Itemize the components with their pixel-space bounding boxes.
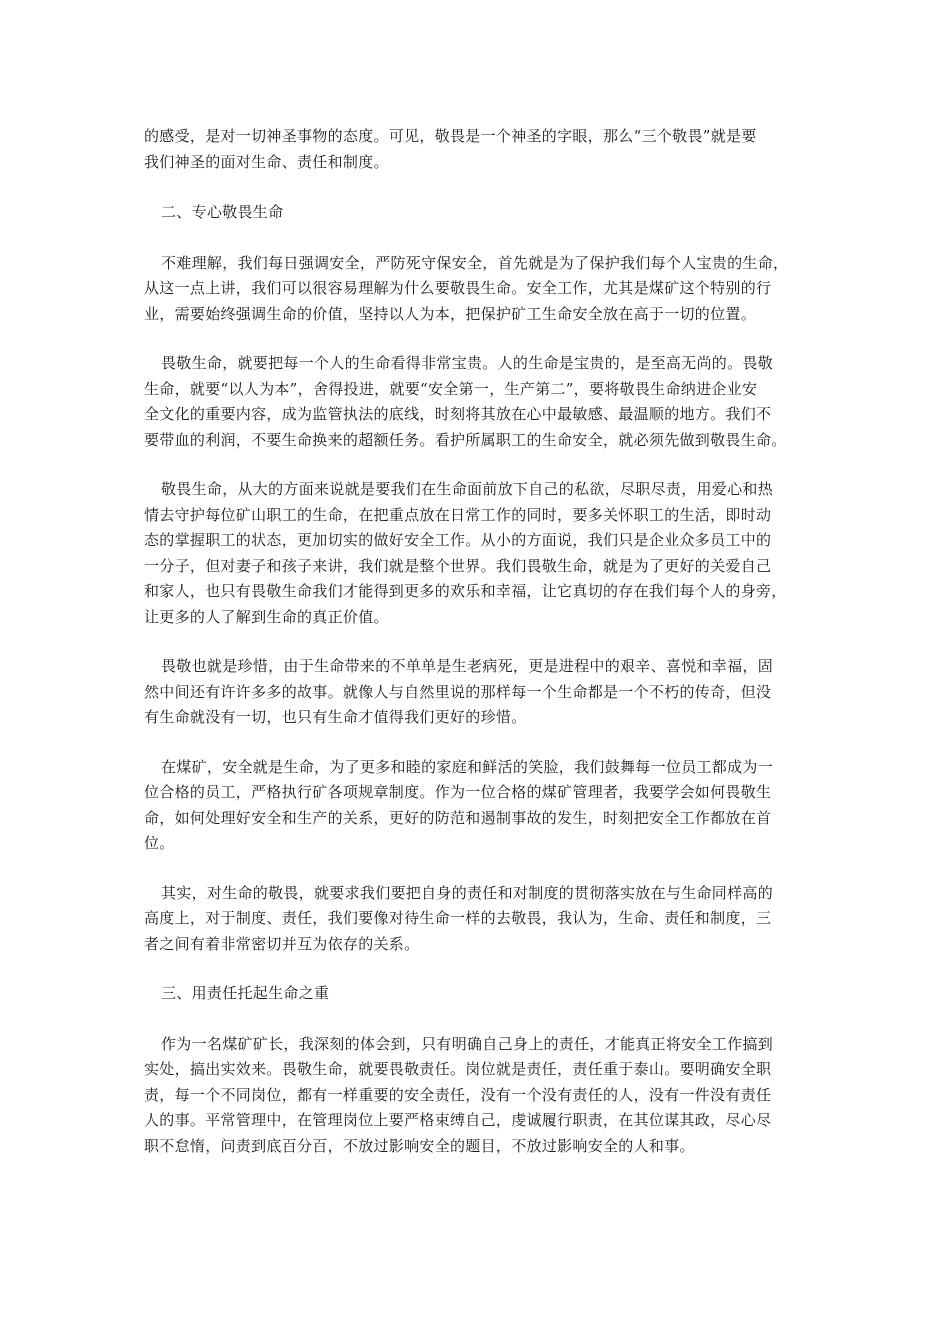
paragraph: 其实，对生命的敬畏，就要求我们要把自身的责任和对制度的贯彻落实放在与生命同样高的 高度上，对于制度、责任，我们要像对待生命一样的去敬畏，我认为，生命、责任和制度，三 者之间有着非常密切并互为依存的关系。 <box>144 883 774 953</box>
document-page <box>144 124 808 1159</box>
section-heading-2: 二、专心敬畏生命 <box>161 203 284 221</box>
paragraph: 畏敬生命，就要把每一个人的生命看得非常宝贵。人的生命是宝贵的，是至高无尚的。畏敬 生命，就要“以人为本”，舍得投进，就要“安全第一，生产第二”，要将敬畏生命纳进企业安 全文化的重要内容，成为监管执法的底线，时刻将其放在心中最敏感、最温顺的地方。我们不 要带血的利润，不要生命换来的超额任务。看护所属职工的生命安全，就必须先做到敬畏生命。 <box>144 354 787 449</box>
paragraph: 畏敬也就是珍惜，由于生命带来的不单单是生老病死，更是进程中的艰辛、喜悦和幸福，固 然中间还有许许多多的故事。就像人与自然里说的那样每一个生命都是一个不朽的传奇，但没 有生命就没有一切，也只有生命才值得我们更好的珍惜。 <box>144 657 774 726</box>
paragraph: 敬畏生命，从大的方面来说就是要我们在生命面前放下自己的私欲，尽职尽责，用爱心和热 情去守护每位矿山职工的生命，在把重点放在日常工作的同时，要多关怀职工的生活，即时动 态的掌握职工的状态，更加切实的做好安全工作。从小的方面说，我们只是企业众多员工中的 一分子，但对妻子和孩子来讲，我们就是整个世界。我们畏敬生命，就是为了更好的关爱自己 和家人，也只有畏敬生命我们才能得到更多的欢乐和幸福，让它真切的存在我们每个人的身旁， 让更多的人了解到生命的真正价值。 <box>144 480 787 626</box>
paragraph: 不难理解，我们每日强调安全，严防死守保安全，首先就是为了保护我们每个人宝贵的生命， 从这一点上讲，我们可以很容易理解为什么要敬畏生命。安全工作，尤其是煤矿这个特别的行 业，需要始终强调生命的价值，坚持以人为本，把保护矿工生命安全放在高于一切的位置。 <box>144 253 789 323</box>
paragraph: 在煤矿，安全就是生命，为了更多和睦的家庭和鲜活的笑脸，我们鼓舞每一位员工都成为一 位合格的员工，严格执行矿各项规章制度。作为一位合格的煤矿管理者，我要学会如何畏敬生 命，如何处理好安全和生产的关系，更好的防范和遏制事故的发生，时刻把安全工作都放在首 位。 <box>144 757 774 852</box>
paragraph: 作为一名煤矿矿长，我深刻的体会到，只有明确自己身上的责任，才能真正将安全工作搞到 实处，搞出实效来。畏敬生命，就要畏敬责任。岗位就是责任，责任重于泰山。要明确安全职 责，每一个不同岗位，都有一样重要的安全责任，没有一个没有责任的人，没有一件没有责任 人的事。平常管理中，在管理岗位上要严格束缚自己，虔诚履行职责，在其位谋其政，尽心尽 职不怠惰，问责到底百分百，不放过影响安全的题目，不放过影响安全的人和事。 <box>144 1034 774 1155</box>
section-heading-3: 三、用责任托起生命之重 <box>161 984 330 1002</box>
paragraph-intro: 的感受，是对一切神圣事物的态度。可见，敬畏是一个神圣的字眼，那么“三个敬畏”就是要 我们神圣的面对生命、责任和制度。 <box>144 127 757 171</box>
